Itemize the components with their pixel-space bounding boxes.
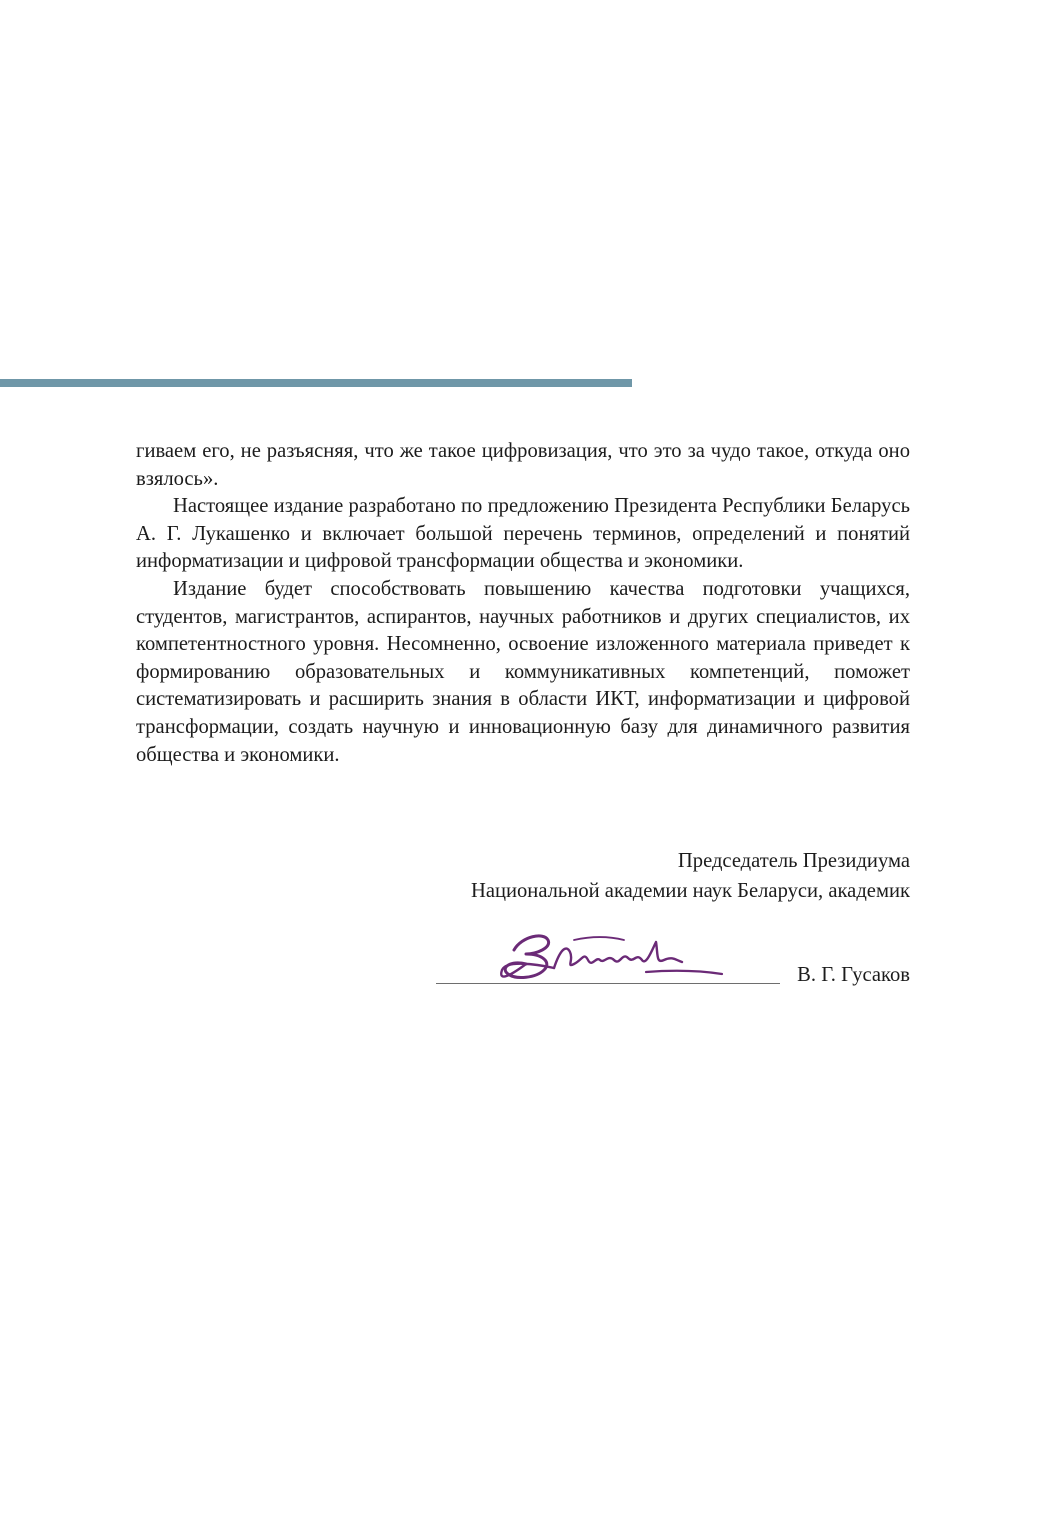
position-organization: Национальной академии наук Беларуси, академик (470, 880, 910, 902)
signature-stroke-surname (554, 942, 682, 968)
paragraph-edition-purpose: Издание будет способствовать повышению качества подготовки учащихся, студентов, магистрантов, аспирантов, научных работников и других специалистов, их компетентностного уровня. Несомненно, освоение изложенного материала приведет к формированию образовательных и коммуникативных компетенций, поможет систематизировать и расширить знания в области ИКТ, информатизации и цифровой трансформации, создать научную и инновационную базу для динамичного развития общества и экономики. (136, 577, 910, 766)
position-title: Председатель Президиума (677, 850, 910, 872)
paragraph-continuation: гиваем его, не разъясняя, что же такое цифровизация, что это за чудо такое, откуда оно взялось». (136, 440, 910, 490)
paragraph-edition-origin: Настоящее издание разработано по предложению Президента Республики Беларусь А. Г. Лукашенко и включает большой перечень терминов, определений и понятий информатизации и цифровой трансформации общества и экономики. (136, 495, 910, 573)
signature-stroke-loop (501, 964, 554, 977)
signature-stroke-tail (646, 971, 722, 974)
body-text (136, 438, 910, 769)
signature-line (436, 983, 780, 984)
signature-row (436, 930, 910, 990)
signatory-position (471, 846, 910, 906)
signer-name: В. Г. Гусаков (797, 964, 910, 986)
handwritten-signature-icon (496, 930, 736, 986)
signature-stroke-accent (574, 937, 624, 940)
accent-bar (0, 379, 632, 387)
signature-stroke-initial (505, 936, 548, 978)
